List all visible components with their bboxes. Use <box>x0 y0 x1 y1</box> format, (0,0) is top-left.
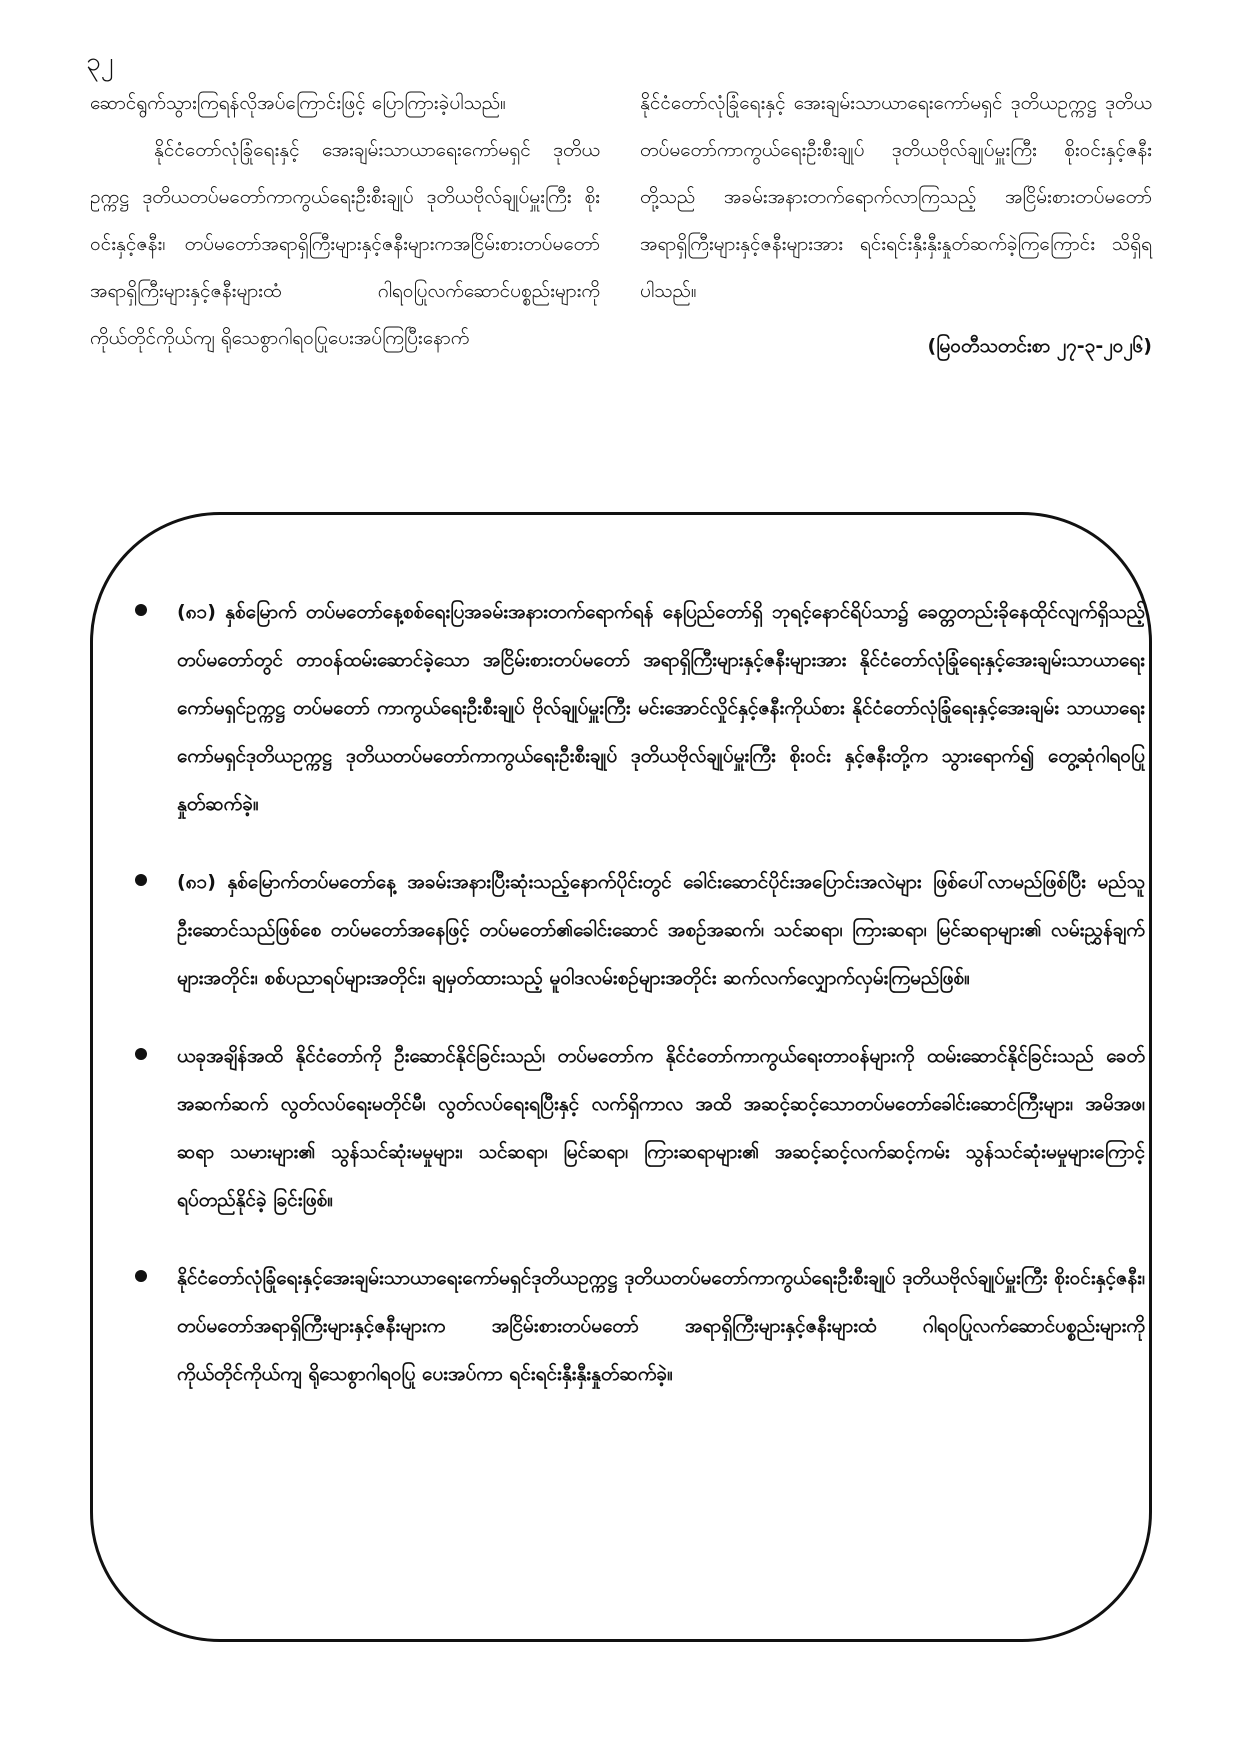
highlight-item <box>135 1032 1145 1224</box>
bullet-icon <box>135 1270 147 1282</box>
bullet-icon <box>135 1048 147 1060</box>
highlight-text: နိုင်ငံတော်လုံခြုံရေးနှင့်အေးချမ်းသာယာရေးကော်မရှင်ဒုတိယဥက္ကဋ္ဌ ဒုတိယတပ်မတော်ကာကွယ်ရေးဦးစီးချုပ် ဒုတိယဗိုလ်ချုပ်မှူးကြီး စိုးဝင်းနှင့်ဇနီး၊ တပ်မတော်အရာရှိကြီးများနှင့်ဇနီးများက အငြိမ်းစားတပ်မတော် အရာရှိကြီးများနှင့်ဇနီးများထံ ဂါရဝပြုလက်ဆောင်ပစ္စည်းများကို ကိုယ်တိုင်ကိုယ်ကျ ရိုသေစွာဂါရဝပြု ပေးအပ်ကာ ရင်းရင်းနှီးနှီးနှုတ်ဆက်ခဲ့။ <box>177 1267 1145 1385</box>
highlights-list <box>135 588 1145 1428</box>
highlight-item <box>135 588 1145 828</box>
highlight-item <box>135 1254 1145 1398</box>
highlight-item <box>135 858 1145 1002</box>
bullet-icon <box>135 604 147 616</box>
right-column <box>640 80 1152 370</box>
right-paragraph-1: နိုင်ငံတော်လုံခြုံရေးနှင့် အေးချမ်းသာယာရေးကော်မရှင် ဒုတိယဥက္ကဋ္ဌ ဒုတိယတပ်မတော်ကာကွယ်ရေးဦးစီးချုပ် ဒုတိယဗိုလ်ချုပ်မှူးကြီး စိုးဝင်းနှင့်ဇနီးတို့သည် အခမ်းအနားတက်ရောက်လာကြသည့် အငြိမ်းစားတပ်မတော်အရာရှိကြီးများနှင့်ဇနီးများအား ရင်းရင်းနှီးနှီးနှုတ်ဆက်ခဲ့ကြကြောင်း သိရှိရပါသည်။ <box>640 92 1152 302</box>
highlight-text: (၈၁) နှစ်မြောက် တပ်မတော်နေ့စစ်ရေးပြအခမ်းအနားတက်ရောက်ရန် နေပြည်တော်ရှိ ဘုရင့်နောင်ရိပ်သာ၌ ခေတ္တတည်းခိုနေထိုင်လျက်ရှိသည့် တပ်မတော်တွင် တာဝန်ထမ်းဆောင်ခဲ့သော အငြိမ်းစားတပ်မတော် အရာရှိကြီးများနှင့်ဇနီးများအား နိုင်ငံတော်လုံခြုံရေးနှင့်အေးချမ်းသာယာရေးကော်မရှင်ဥက္ကဋ္ဌ တပ်မတော် ကာကွယ်ရေးဦးစီးချုပ် ဗိုလ်ချုပ်မှူးကြီး မင်းအောင်လှိုင်နှင့်ဇနီးကိုယ်စား နိုင်ငံတော်လုံခြုံရေးနှင့်အေးချမ်း သာယာရေးကော်မရှင်ဒုတိယဥက္ကဋ္ဌ ဒုတိယတပ်မတော်ကာကွယ်ရေးဦးစီးချုပ် ဒုတိယဗိုလ်ချုပ်မှူးကြီး စိုးဝင်း နှင့်ဇနီးတို့က သွားရောက်၍ တွေ့ဆုံဂါရဝပြု နှုတ်ဆက်ခဲ့။ <box>177 601 1145 815</box>
highlight-text: (၈၁) နှစ်မြောက်တပ်မတော်နေ့ အခမ်းအနားပြီးဆုံးသည့်နောက်ပိုင်းတွင် ခေါင်းဆောင်ပိုင်းအပြောင်းအလဲများ ဖြစ်ပေါ်လာမည်ဖြစ်ပြီး မည်သူဦးဆောင်သည်ဖြစ်စေ တပ်မတော်အနေဖြင့် တပ်မတော်၏ခေါင်းဆောင် အစဉ်အဆက်၊ သင်ဆရာ၊ ကြားဆရာ၊ မြင်ဆရာများ၏ လမ်းညွှန်ချက်များအတိုင်း၊ စစ်ပညာရပ်များအတိုင်း၊ ချမှတ်ထားသည့် မူဝါဒလမ်းစဉ်များအတိုင်း ဆက်လက်လျှောက်လှမ်းကြမည်ဖြစ်။ <box>177 871 1145 989</box>
left-paragraph-2: နိုင်ငံတော်လုံခြုံရေးနှင့် အေးချမ်းသာယာရေးကော်မရှင် ဒုတိယဥက္ကဋ္ဌ ဒုတိယတပ်မတော်ကာကွယ်ရေးဦးစီးချုပ် ဒုတိယဗိုလ်ချုပ်မှူးကြီး စိုးဝင်းနှင့်ဇနီး၊ တပ်မတော်အရာရှိကြီးများနှင့်ဇနီးများကအငြိမ်းစားတပ်မတော် အရာရှိကြီးများနှင့်ဇနီးများထံ ဂါရဝပြုလက်ဆောင်ပစ္စည်းများကို ကိုယ်တိုင်ကိုယ်ကျ ရိုသေစွာဂါရဝပြုပေးအပ်ကြပြီးနောက် <box>90 139 600 349</box>
page-number: ၃၂ <box>86 47 114 77</box>
highlight-text: ယခုအချိန်အထိ နိုင်ငံတော်ကို ဦးဆောင်နိုင်ခြင်းသည်၊ တပ်မတော်က နိုင်ငံတော်ကာကွယ်ရေးတာဝန်များကို ထမ်းဆောင်နိုင်ခြင်းသည် ခေတ်အဆက်ဆက် လွတ်လပ်ရေးမတိုင်မီ၊ လွတ်လပ်ရေးရပြီးနှင့် လက်ရှိကာလ အထိ အဆင့်ဆင့်သောတပ်မတော်ခေါင်းဆောင်ကြီးများ၊ အမိအဖ၊ ဆရာ သမားများ၏ သွန်သင်ဆုံးမမှုများ၊ သင်ဆရာ၊ မြင်ဆရာ၊ ကြားဆရာများ၏ အဆင့်ဆင့်လက်ဆင့်ကမ်း သွန်သင်ဆုံးမမှုများကြောင့် ရပ်တည်နိုင်ခဲ့ ခြင်းဖြစ်။ <box>177 1045 1145 1211</box>
bullet-icon <box>135 874 147 886</box>
left-column <box>90 80 600 362</box>
left-paragraph-1: ဆောင်ရွက်သွားကြရန်လိုအပ်ကြောင်းဖြင့် ပြောကြားခဲ့ပါသည်။ <box>90 92 506 114</box>
news-source: (မြဝတီသတင်းစာ ၂၇-၃-၂၀၂၆) <box>927 335 1152 357</box>
